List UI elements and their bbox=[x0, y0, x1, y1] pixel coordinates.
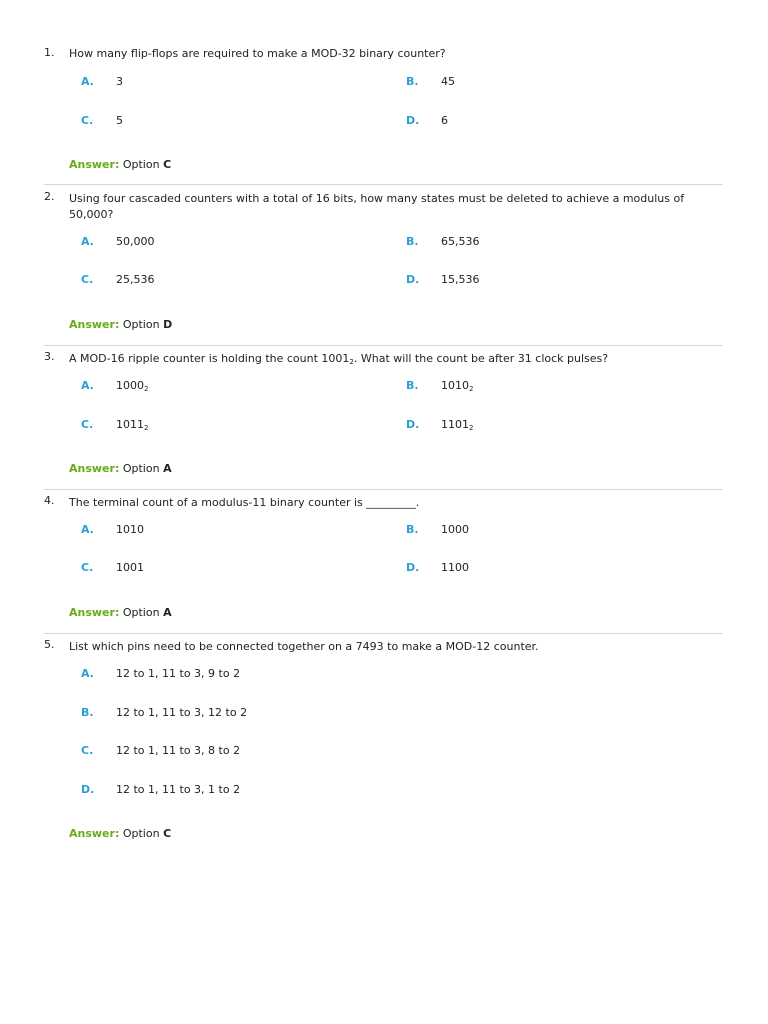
answer-label: Answer: bbox=[69, 158, 120, 171]
answer-option: C bbox=[163, 827, 172, 840]
question-text: How many flip-flops are required to make a MOD-32 binary counter? bbox=[69, 47, 446, 60]
option-letter: B. bbox=[406, 379, 419, 392]
option-text: 1001 bbox=[116, 561, 144, 574]
answer-label: Answer: bbox=[69, 606, 120, 619]
question-number: 1. bbox=[44, 46, 55, 59]
separator bbox=[44, 184, 723, 185]
option-text: 1100 bbox=[441, 561, 469, 574]
option-letter: C. bbox=[81, 273, 94, 286]
option-text: 3 bbox=[116, 75, 123, 88]
option-letter: D. bbox=[406, 561, 420, 574]
subscript: 2 bbox=[469, 385, 474, 393]
answer-line bbox=[69, 158, 171, 171]
option-text bbox=[441, 418, 473, 431]
subscript: 2 bbox=[144, 424, 149, 432]
subscript: 2 bbox=[144, 385, 149, 393]
subscript: 2 bbox=[349, 358, 354, 366]
option-text: 50,000 bbox=[116, 235, 155, 248]
option-letter: D. bbox=[406, 114, 420, 127]
answer-option: C bbox=[163, 158, 172, 171]
option-text: 65,536 bbox=[441, 235, 480, 248]
separator bbox=[44, 489, 723, 490]
option-letter: B. bbox=[406, 523, 419, 536]
option-letter: C. bbox=[81, 744, 94, 757]
answer-option: A bbox=[163, 606, 172, 619]
question-text-part: . What will the count be after 31 clock pulses? bbox=[353, 352, 609, 365]
option-text bbox=[116, 379, 148, 392]
answer-option: D bbox=[163, 318, 173, 331]
option-text: 25,536 bbox=[116, 273, 155, 286]
answer-label: Answer: bbox=[69, 827, 120, 840]
option-text: 12 to 1, 11 to 3, 12 to 2 bbox=[116, 706, 248, 719]
option-letter: B. bbox=[406, 235, 419, 248]
question-number: 2. bbox=[44, 190, 55, 203]
option-letter: D. bbox=[406, 418, 420, 431]
answer-line bbox=[69, 827, 171, 840]
option-text: 12 to 1, 11 to 3, 9 to 2 bbox=[116, 667, 241, 680]
option-word: Option bbox=[122, 462, 160, 475]
option-letter: C. bbox=[81, 418, 94, 431]
option-text: 1010 bbox=[116, 523, 144, 536]
question-number: 5. bbox=[44, 638, 55, 651]
question-text: List which pins need to be connected together on a 7493 to make a MOD-12 counter. bbox=[69, 640, 539, 653]
subscript: 2 bbox=[469, 424, 474, 432]
answer-line bbox=[69, 606, 172, 619]
option-text: 12 to 1, 11 to 3, 1 to 2 bbox=[116, 783, 241, 796]
question-number: 4. bbox=[44, 494, 55, 507]
answer-label: Answer: bbox=[69, 462, 120, 475]
option-word: Option bbox=[122, 318, 160, 331]
option-text: 5 bbox=[116, 114, 123, 127]
question-text-part: A MOD-16 ripple counter is holding the count 1001 bbox=[69, 352, 350, 365]
separator bbox=[44, 633, 723, 634]
question-text bbox=[69, 351, 719, 367]
option-text: 6 bbox=[441, 114, 448, 127]
option-letter: D. bbox=[81, 783, 95, 796]
option-text: 1000 bbox=[441, 523, 469, 536]
option-letter: A. bbox=[81, 667, 94, 680]
option-word: Option bbox=[122, 606, 160, 619]
option-text: 12 to 1, 11 to 3, 8 to 2 bbox=[116, 744, 241, 757]
question-number: 3. bbox=[44, 350, 55, 363]
option-letter: B. bbox=[81, 706, 94, 719]
answer-line bbox=[69, 318, 172, 331]
option-value: 1011 bbox=[116, 418, 144, 431]
option-letter: D. bbox=[406, 273, 420, 286]
option-letter: C. bbox=[81, 114, 94, 127]
option-text: 15,536 bbox=[441, 273, 480, 286]
option-word: Option bbox=[122, 158, 160, 171]
answer-option: A bbox=[163, 462, 172, 475]
question-text: The terminal count of a modulus-11 binary counter is _________. bbox=[69, 496, 420, 509]
option-letter: B. bbox=[406, 75, 419, 88]
option-letter: A. bbox=[81, 235, 94, 248]
option-text bbox=[441, 379, 473, 392]
option-text bbox=[116, 418, 148, 431]
option-letter: A. bbox=[81, 75, 94, 88]
separator bbox=[44, 345, 723, 346]
question-text: Using four cascaded counters with a total of 16 bits, how many states must be deleted to achieve a modulus of 50,000? bbox=[69, 192, 685, 221]
answer-label: Answer: bbox=[69, 318, 120, 331]
option-value: 1000 bbox=[116, 379, 144, 392]
option-value: 1010 bbox=[441, 379, 469, 392]
option-value: 1101 bbox=[441, 418, 469, 431]
answer-line bbox=[69, 462, 172, 475]
option-letter: C. bbox=[81, 561, 94, 574]
option-letter: A. bbox=[81, 523, 94, 536]
option-letter: A. bbox=[81, 379, 94, 392]
option-text: 45 bbox=[441, 75, 455, 88]
option-word: Option bbox=[122, 827, 160, 840]
